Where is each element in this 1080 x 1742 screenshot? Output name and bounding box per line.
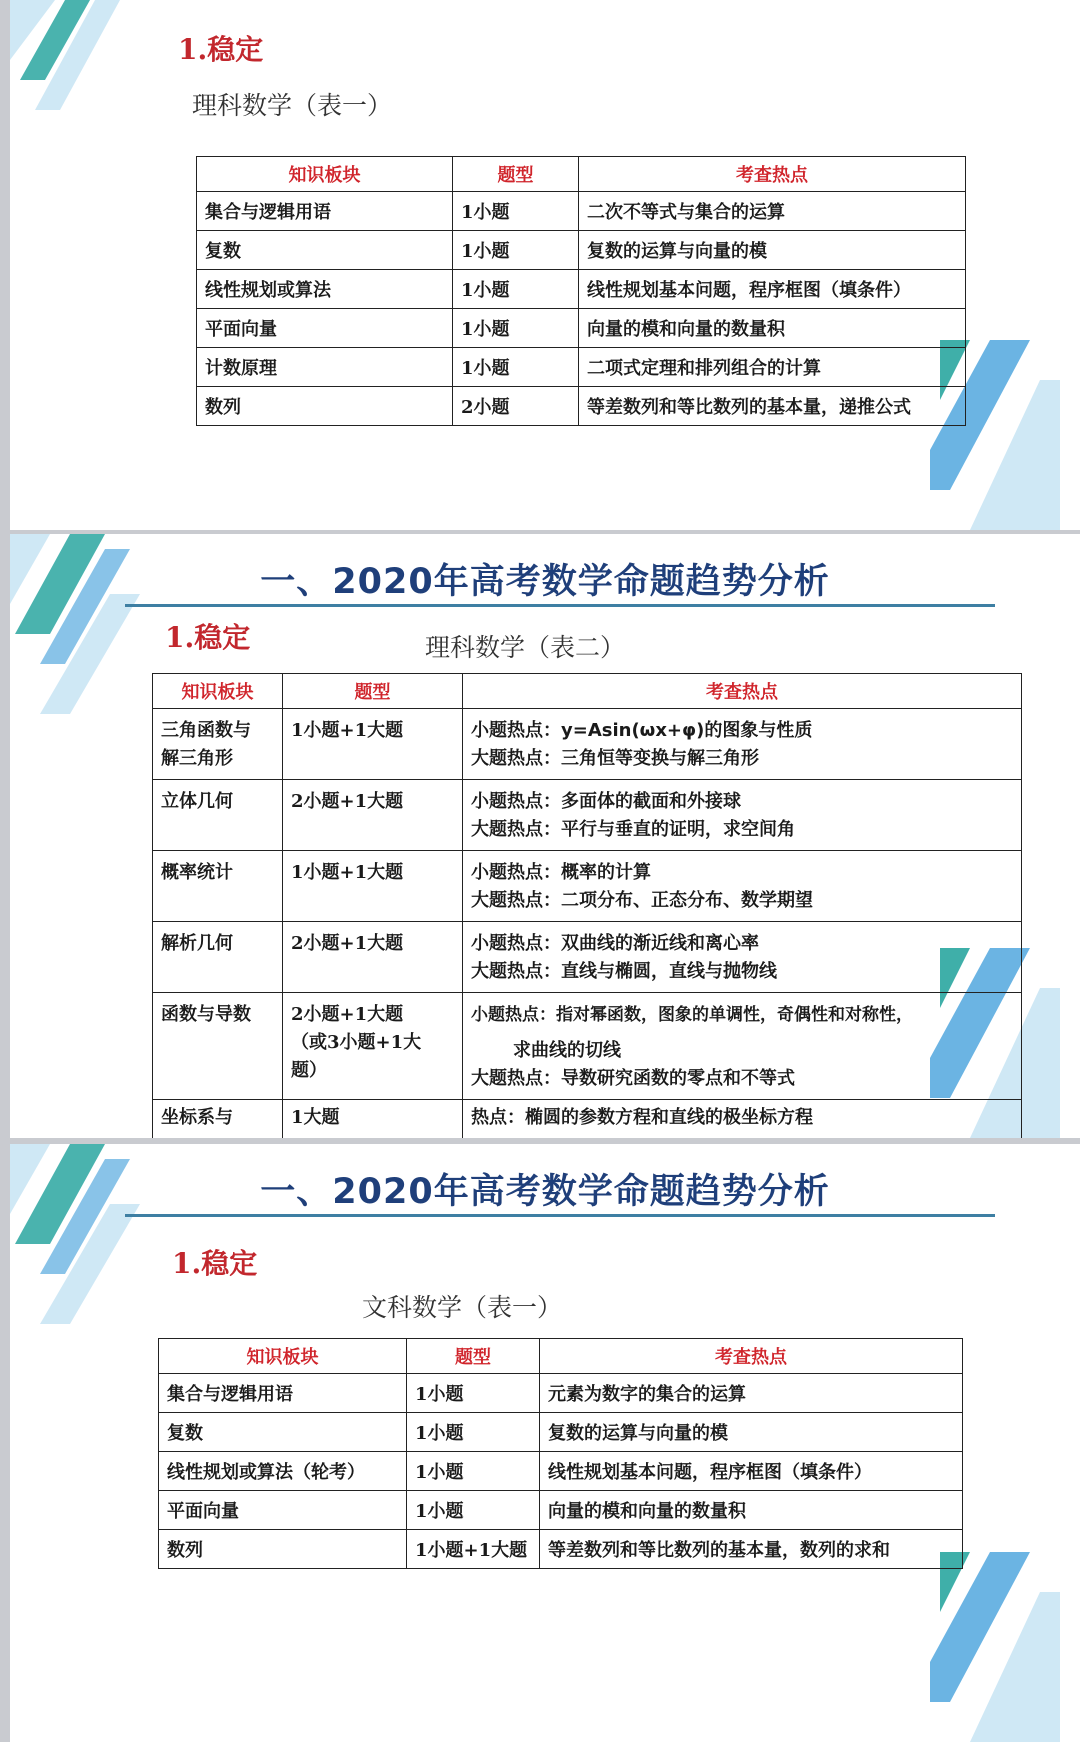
table-caption: 理科数学（表一）: [192, 91, 393, 120]
knowledge-block-cell: 复数: [197, 231, 453, 270]
cell-line: 概率统计: [161, 862, 233, 883]
question-type-cell: 1小题+1大题: [407, 1530, 540, 1569]
heading-underline: [125, 1214, 995, 1217]
table-row: [153, 780, 1022, 851]
cell-line: 小题热点：多面体的截面和外接球: [471, 791, 741, 812]
column-header: 知识板块: [159, 1339, 407, 1374]
question-type-cell: 2小题: [453, 387, 579, 426]
column-header: 考查热点: [463, 674, 1022, 709]
cell-line: 小题热点：双曲线的渐近线和离心率: [471, 933, 759, 954]
cell-line: 解三角形: [161, 748, 233, 769]
table-caption: 文科数学（表一）: [362, 1293, 563, 1322]
corner-decoration-top-left: [10, 0, 150, 180]
hot-topic-cell: 等差数列和等比数列的基本量，数列的求和: [540, 1530, 963, 1569]
knowledge-table: [152, 673, 1022, 1138]
cell-line: 大题热点：三角恒等变换与解三角形: [471, 748, 759, 769]
heading-underline: [125, 604, 995, 607]
question-type-cell: 1小题: [407, 1491, 540, 1530]
hot-topic-cell: [463, 1100, 1022, 1139]
cell-line: 求曲线的切线: [513, 1040, 621, 1061]
cell-line: 小题热点：指对幂函数，图象的单调性，奇偶性和对称性，: [471, 1005, 913, 1025]
table-row: [197, 192, 966, 231]
cell-line: 函数与导数: [161, 1004, 251, 1025]
cell-line: 大题热点：导数研究函数的零点和不等式: [471, 1068, 795, 1089]
cell-line: 立体几何: [161, 791, 233, 812]
question-type-cell: [283, 1100, 463, 1139]
column-header: 题型: [283, 674, 463, 709]
knowledge-block-cell: 数列: [159, 1530, 407, 1569]
knowledge-block-cell: 数列: [197, 387, 453, 426]
cell-line: 1大题: [291, 1107, 340, 1128]
stable-label: 1.稳定: [172, 1247, 258, 1280]
knowledge-block-cell: [153, 993, 283, 1100]
column-header: 考查热点: [579, 157, 966, 192]
knowledge-block-cell: 复数: [159, 1413, 407, 1452]
question-type-cell: 1小题: [453, 348, 579, 387]
question-type-cell: 1小题: [453, 231, 579, 270]
cell-line: 2小题+1大题: [291, 933, 404, 954]
cell-line: 大题热点：平行与垂直的证明，求空间角: [471, 819, 795, 840]
slide-science-table-1: [10, 0, 1080, 530]
hot-topic-cell: [463, 993, 1022, 1100]
question-type-cell: [283, 780, 463, 851]
hot-topic-cell: [463, 780, 1022, 851]
table-row: [197, 348, 966, 387]
question-type-cell: [283, 922, 463, 993]
hot-topic-cell: [463, 851, 1022, 922]
knowledge-block-cell: [153, 780, 283, 851]
knowledge-block-cell: [153, 1100, 283, 1139]
table-header-row: [159, 1339, 963, 1374]
hot-topic-cell: 复数的运算与向量的模: [540, 1413, 963, 1452]
question-type-cell: 1小题: [407, 1413, 540, 1452]
column-header: 题型: [407, 1339, 540, 1374]
hot-topic-cell: [463, 922, 1022, 993]
knowledge-block-cell: 集合与逻辑用语: [197, 192, 453, 231]
section-heading: 一、2020年高考数学命题趋势分析: [260, 1172, 830, 1212]
knowledge-block-cell: [153, 851, 283, 922]
column-header: 知识板块: [153, 674, 283, 709]
hot-topic-cell: 元素为数字的集合的运算: [540, 1374, 963, 1413]
hot-topic-cell: 向量的模和向量的数量积: [579, 309, 966, 348]
knowledge-block-cell: [153, 709, 283, 780]
column-header: 题型: [453, 157, 579, 192]
table-caption: 理科数学（表二）: [425, 633, 626, 662]
hot-topic-cell: 等差数列和等比数列的基本量，递推公式: [579, 387, 966, 426]
hot-topic-cell: 复数的运算与向量的模: [579, 231, 966, 270]
table-row: [159, 1452, 963, 1491]
question-type-cell: 1小题: [453, 309, 579, 348]
table-header-row: [197, 157, 966, 192]
knowledge-block-cell: 集合与逻辑用语: [159, 1374, 407, 1413]
question-type-cell: [283, 851, 463, 922]
hot-topic-cell: 向量的模和向量的数量积: [540, 1491, 963, 1530]
table-row: [153, 709, 1022, 780]
corner-decoration-bottom-right: [930, 1552, 1060, 1742]
knowledge-block-cell: 平面向量: [197, 309, 453, 348]
cell-line: 1小题+1大题: [291, 862, 404, 883]
table-row: [159, 1374, 963, 1413]
cell-line: 解析几何: [161, 933, 233, 954]
cell-line: 2小题+1大题: [291, 791, 404, 812]
stable-label: 1.稳定: [165, 621, 251, 654]
table-row: [197, 231, 966, 270]
column-header: 知识板块: [197, 157, 453, 192]
cell-line: 1小题+1大题: [291, 720, 404, 741]
table-row: [153, 993, 1022, 1100]
table-row: [159, 1530, 963, 1569]
knowledge-block-cell: 计数原理: [197, 348, 453, 387]
table-row: [153, 1100, 1022, 1139]
column-header: 考查热点: [540, 1339, 963, 1374]
knowledge-block-cell: 线性规划或算法: [197, 270, 453, 309]
hot-topic-cell: 线性规划基本问题，程序框图（填条件）: [540, 1452, 963, 1491]
table-row: [159, 1491, 963, 1530]
question-type-cell: 1小题: [453, 270, 579, 309]
slide-science-table-2: [10, 534, 1080, 1138]
table-row: [159, 1413, 963, 1452]
hot-topic-cell: 二次不等式与集合的运算: [579, 192, 966, 231]
question-type-cell: 1小题: [407, 1374, 540, 1413]
slide-liberal-arts-table-1: [10, 1144, 1080, 1742]
cell-line: 三角函数与: [161, 720, 251, 741]
hot-topic-cell: 线性规划基本问题，程序框图（填条件）: [579, 270, 966, 309]
question-type-cell: [283, 709, 463, 780]
table-header-row: [153, 674, 1022, 709]
table-row: [197, 309, 966, 348]
cell-line: 小题热点：y=Asin(ωx+φ)的图象与性质: [471, 720, 813, 741]
knowledge-block-cell: 线性规划或算法（轮考）: [159, 1452, 407, 1491]
hot-topic-cell: [463, 709, 1022, 780]
table-row: [197, 387, 966, 426]
hot-topic-cell: 二项式定理和排列组合的计算: [579, 348, 966, 387]
table-row: [197, 270, 966, 309]
question-type-cell: [283, 993, 463, 1100]
knowledge-table: [196, 156, 966, 426]
cell-line: 小题热点：概率的计算: [471, 862, 651, 883]
table-row: [153, 922, 1022, 993]
knowledge-table: [158, 1338, 963, 1569]
cell-line: 大题热点：直线与椭圆，直线与抛物线: [471, 961, 777, 982]
cell-line: 题）: [291, 1060, 327, 1081]
cell-line: 热点：椭圆的参数方程和直线的极坐标方程: [471, 1107, 813, 1128]
table-row: [153, 851, 1022, 922]
cell-line: （或3小题+1大: [291, 1032, 422, 1053]
knowledge-block-cell: [153, 922, 283, 993]
question-type-cell: 1小题: [453, 192, 579, 231]
section-heading: 一、2020年高考数学命题趋势分析: [260, 562, 830, 602]
cell-line: 坐标系与: [161, 1107, 233, 1128]
cell-line: 2小题+1大题: [291, 1004, 404, 1025]
question-type-cell: 1小题: [407, 1452, 540, 1491]
knowledge-block-cell: 平面向量: [159, 1491, 407, 1530]
cell-line: 大题热点：二项分布、正态分布、数学期望: [471, 890, 813, 911]
stable-label: 1.稳定: [178, 33, 264, 66]
